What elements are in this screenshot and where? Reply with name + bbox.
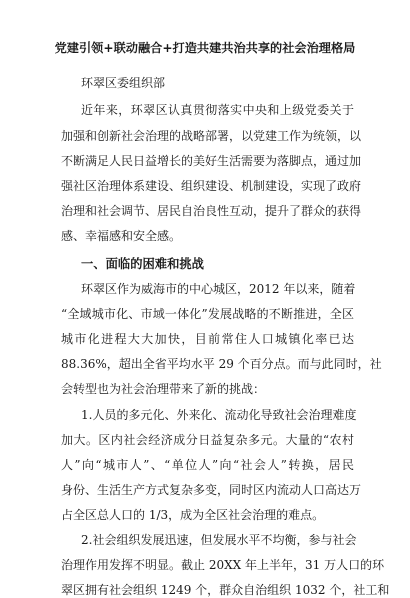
section-line: “全域城市化、市域一体化”发展战略的不断推进，全区: [61, 307, 354, 321]
point-line: 翠区拥有社会组织 1249 个，群众自治组织 1032 个，社工和: [61, 583, 390, 597]
point-line: 2.社会组织发展迅速，但发展水平不均衡，参与社会: [81, 533, 357, 547]
point-line: 身份、生活生产方式复杂多变，同时区内流动人口高达万: [61, 483, 362, 497]
section-line: 环翠区作为威海市的中心城区，2012 年以来，随着: [81, 282, 356, 296]
section-line: 城市化进程大大加快，目前常住人口城镇化率已达: [61, 332, 354, 346]
point-line: 加大。区内社会经济成分日益复杂多元。大量的“农村: [61, 433, 354, 447]
intro-line: 强社区治理体系建设、组织建设、机制建设，实现了政府: [61, 179, 362, 193]
intro-line: 不断满足人民日益增长的美好生活需要为落脚点，通过加: [61, 154, 362, 168]
intro-line: 治理和社会调节、居民自治良性互动，提升了群众的获得: [61, 204, 362, 218]
point-line: 治理作用发挥不明显。截止 20XX 年上半年，31 万人口的环: [61, 558, 385, 572]
document-author: 环翠区委组织部: [81, 76, 166, 90]
intro-line: 感、幸福感和安全感。: [61, 229, 182, 243]
intro-line: 近年来，环翠区认真贯彻落实中央和上级党委关于: [81, 103, 354, 117]
point-line: 1.人员的多元化、外来化、流动化导致社会治理难度: [81, 408, 357, 422]
point-line: 占全区总人口的 1/3，成为全区社会治理的难点。: [61, 508, 325, 522]
point-line: 人”向“城市人”、“单位人”向“社会人”转换，居民: [61, 458, 354, 472]
section-heading: 一、面临的困难和挑战: [81, 257, 204, 271]
intro-line: 加强和创新社会治理的战略部署，以党建工作为统领，以: [61, 129, 362, 143]
document-title: 党建引领+联动融合+打造共建共治共享的社会治理格局: [54, 41, 356, 55]
section-line: 会转型也为社会治理带来了新的挑战：: [61, 382, 266, 396]
section-line: 88.36%，超出全省平均水平 29 个百分点。而与此同时，社: [61, 357, 382, 371]
